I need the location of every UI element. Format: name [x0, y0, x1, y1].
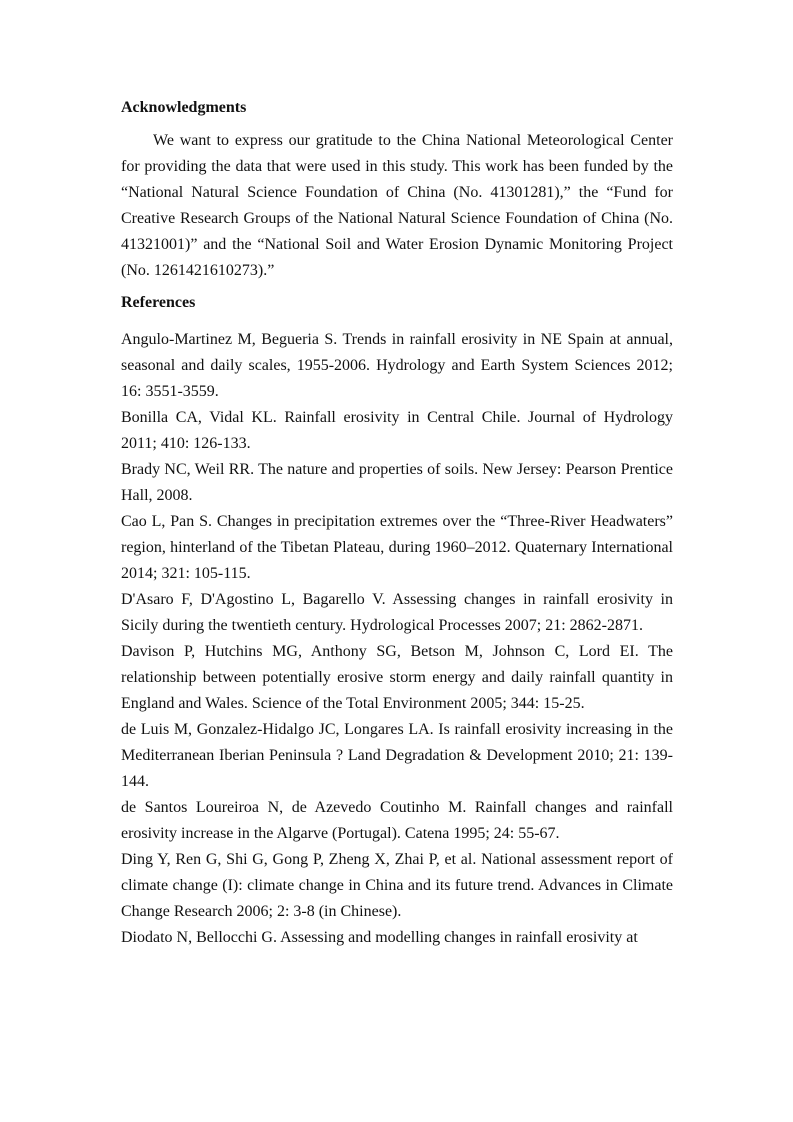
reference-item: D'Asaro F, D'Agostino L, Bagarello V. Assessing changes in rainfall erosivity in Sicily during the twentieth century. Hydrological Processes 2007; 21: 2862-2871.: [121, 591, 673, 634]
reference-item: Brady NC, Weil RR. The nature and properties of soils. New Jersey: Pearson Prentice Hall, 2008.: [121, 461, 673, 504]
reference-item: Diodato N, Bellocchi G. Assessing and modelling changes in rainfall erosivity at: [121, 929, 638, 946]
reference-list: [121, 327, 673, 951]
reference-item: de Santos Loureiroa N, de Azevedo Coutinho M. Rainfall changes and rainfall erosivity increase in the Algarve (Portugal). Catena 1995; 24: 55-67.: [121, 799, 673, 842]
acknowledgments-paragraph: We want to express our gratitude to the China National Meteorological Center for providing the data that were used in this study. This work has been funded by the “National Natural Science Foundation of China (No. 41301281),” the “Fund for Creative Research Groups of the National Natural Science Foundation of China (No. 41321001)” and the “National Soil and Water Erosion Dynamic Monitoring Project (No. 1261421610273).”: [121, 132, 673, 279]
reference-item: Bonilla CA, Vidal KL. Rainfall erosivity in Central Chile. Journal of Hydrology 2011; 410: 126-133.: [121, 409, 673, 452]
reference-item: Cao L, Pan S. Changes in precipitation extremes over the “Three-River Headwaters” region, hinterland of the Tibetan Plateau, during 1960–2012. Quaternary International 2014; 321: 105-115.: [121, 513, 673, 582]
acknowledgments-heading: Acknowledgments: [121, 99, 247, 116]
reference-item: Ding Y, Ren G, Shi G, Gong P, Zheng X, Zhai P, et al. National assessment report of climate change (I): climate change in China and its future trend. Advances in Climate Change Research 2006; 2: 3-8 (in Chinese).: [121, 851, 673, 920]
reference-item: Angulo-Martinez M, Begueria S. Trends in rainfall erosivity in NE Spain at annual, seasonal and daily scales, 1955-2006. Hydrology and Earth System Sciences 2012; 16: 3551-3559.: [121, 331, 673, 400]
reference-item: de Luis M, Gonzalez-Hidalgo JC, Longares LA. Is rainfall erosivity increasing in the Mediterranean Iberian Peninsula ? Land Degradation & Development 2010; 21: 139-144.: [121, 721, 673, 790]
references-heading: References: [121, 294, 196, 311]
page-content: [121, 95, 673, 951]
reference-item: Davison P, Hutchins MG, Anthony SG, Betson M, Johnson C, Lord EI. The relationship between potentially erosive storm energy and daily rainfall quantity in England and Wales. Science of the Total Environment 2005; 344: 15-25.: [121, 643, 673, 712]
